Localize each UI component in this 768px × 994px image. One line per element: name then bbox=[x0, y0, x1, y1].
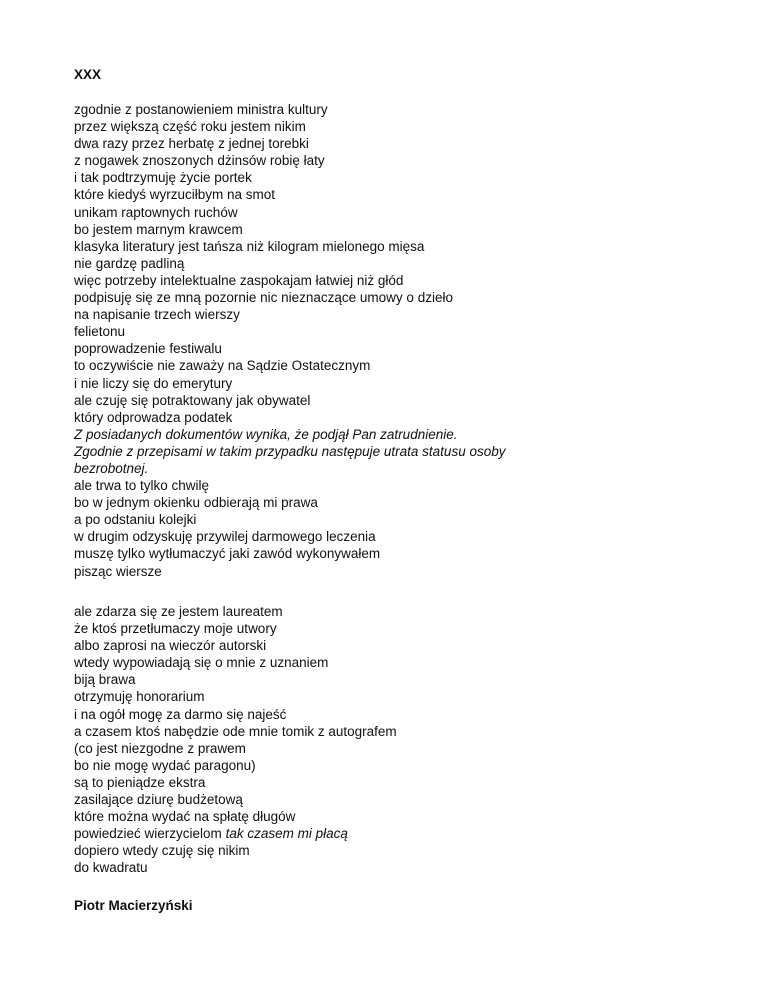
poem-line-text: klasyka literatury jest tańsza niż kilogram mielonego mięsa bbox=[74, 238, 425, 254]
poem-line-text: które można wydać na spłatę długów bbox=[74, 809, 296, 825]
poem-line bbox=[74, 135, 544, 152]
poem-line-text: muszę tylko wytłumaczyć jaki zawód wykonywałem bbox=[74, 546, 381, 562]
poem-line bbox=[74, 620, 397, 637]
poem-line-text: na napisanie trzech wierszy bbox=[74, 307, 240, 323]
poem-line bbox=[74, 255, 544, 272]
poem-line-text: w drugim odzyskuję przywilej darmowego leczenia bbox=[74, 529, 376, 545]
poem-line-text: z nogawek znoszonych dżinsów robię łaty bbox=[74, 153, 325, 169]
poem-line-text: bo nie mogę wydać paragonu) bbox=[74, 757, 256, 773]
poem-line bbox=[74, 375, 544, 392]
poem-line-text: i nie liczy się do emerytury bbox=[74, 375, 233, 391]
poem-line bbox=[74, 603, 397, 620]
poem-line bbox=[74, 340, 544, 357]
poem-line bbox=[74, 443, 544, 477]
poem-line-text: który odprowadza podatek bbox=[74, 409, 233, 425]
poem-line-text: (co jest niezgodne z prawem bbox=[74, 740, 246, 756]
poem-line-text: albo zaprosi na wieczór autorski bbox=[74, 638, 267, 654]
poem-line-text: a po odstaniu kolejki bbox=[74, 512, 197, 528]
poem-line bbox=[74, 528, 544, 545]
poem-line-text: zasilające dziurę budżetową bbox=[74, 792, 243, 808]
poem-line bbox=[74, 654, 397, 671]
poem-line-text: ale zdarza się ze jestem laureatem bbox=[74, 604, 283, 619]
poem-line bbox=[74, 426, 544, 443]
poem-line bbox=[74, 306, 544, 323]
poem-line-text: dopiero wtedy czuję się nikim bbox=[74, 843, 250, 859]
poem-line-text: i tak podtrzymuję życie portek bbox=[74, 170, 252, 186]
poem-line-text: i na ogół mogę za darmo się najeść bbox=[74, 706, 287, 722]
poem-line-text: dwa razy przez herbatę z jednej torebki bbox=[74, 136, 309, 152]
poem-line bbox=[74, 563, 544, 580]
stanza-2 bbox=[74, 603, 397, 877]
poem-line-text: podpisuję się ze mną pozornie nic nieznaczące umowy o dzieło bbox=[74, 290, 453, 306]
poem-line-text: pisząc wiersze bbox=[74, 563, 162, 579]
poem-line bbox=[74, 477, 544, 494]
poem-line-text: ale czuję się potraktowany jak obywatel bbox=[74, 392, 311, 408]
poem-line bbox=[74, 723, 397, 740]
poem-line-text: otrzymuję honorarium bbox=[74, 689, 205, 705]
poem-line bbox=[74, 169, 544, 186]
poem-line bbox=[74, 221, 544, 238]
poem-line-text: więc potrzeby intelektualne zaspokajam łatwiej niż głód bbox=[74, 272, 404, 288]
poem-line bbox=[74, 289, 544, 306]
poem-line bbox=[74, 688, 397, 705]
poem-title: XXX bbox=[74, 67, 102, 82]
poem-line-text: ale trwa to tylko chwilę bbox=[74, 478, 210, 494]
poem-line bbox=[74, 791, 397, 808]
poem-line-text: że ktoś przetłumaczy moje utwory bbox=[74, 621, 277, 637]
poem-line-text: przez większą część roku jestem nikim bbox=[74, 119, 306, 135]
poem-line-text: a czasem ktoś nabędzie ode mnie tomik z autografem bbox=[74, 723, 397, 739]
poem-line bbox=[74, 323, 544, 340]
poem-line bbox=[74, 757, 397, 774]
poem-line bbox=[74, 706, 397, 723]
poem-line bbox=[74, 101, 544, 118]
poem-line bbox=[74, 671, 397, 688]
poem-line-text: do kwadratu bbox=[74, 860, 148, 876]
author-name: Piotr Macierzyński bbox=[74, 898, 193, 913]
poem-line-text: to oczywiście nie zaważy na Sądzie Ostatecznym bbox=[74, 358, 371, 374]
poem-line bbox=[74, 511, 544, 528]
poem-line-text: unikam raptownych ruchów bbox=[74, 204, 238, 220]
poem-line bbox=[74, 357, 544, 374]
poem-line bbox=[74, 494, 544, 511]
poem-line-text: bo jestem marnym krawcem bbox=[74, 221, 243, 237]
poem-line-text: są to pieniądze ekstra bbox=[74, 774, 206, 790]
poem-line-text: nie gardzę padliną bbox=[74, 255, 185, 271]
poem-line bbox=[74, 774, 397, 791]
poem-line bbox=[74, 186, 544, 203]
stanza-1 bbox=[74, 101, 544, 580]
poem-line-text: zgodnie z postanowieniem ministra kultury bbox=[74, 102, 328, 117]
poem-line bbox=[74, 272, 544, 289]
poem-line-text: poprowadzenie festiwalu bbox=[74, 341, 222, 357]
poem-line bbox=[74, 637, 397, 654]
poem-line bbox=[74, 808, 397, 825]
poem-line bbox=[74, 545, 544, 562]
poem-line-text: wtedy wypowiadają się o mnie z uznaniem bbox=[74, 655, 329, 671]
poem-line-text: Z posiadanych dokumentów wynika, że podjął Pan zatrudnienie. bbox=[74, 426, 458, 442]
poem-line-italic-text: tak czasem mi płacą bbox=[225, 826, 348, 842]
poem-line-text: które kiedyś wyrzuciłbym na smot bbox=[74, 187, 276, 203]
poem-line-text: Zgodnie z przepisami w takim przypadku następuje utrata statusu osoby bezrobotnej. bbox=[74, 443, 506, 476]
poem-line bbox=[74, 118, 544, 135]
poem-line bbox=[74, 409, 544, 426]
poem-line-text: felietonu bbox=[74, 324, 126, 340]
poem-line bbox=[74, 392, 544, 409]
poem-line bbox=[74, 825, 397, 842]
poem-line bbox=[74, 204, 544, 221]
poem-line-text: powiedzieć wierzycielom bbox=[74, 826, 226, 842]
poem-line bbox=[74, 152, 544, 169]
poem-line-text: biją brawa bbox=[74, 672, 136, 688]
poem-line bbox=[74, 842, 397, 859]
poem-line bbox=[74, 740, 397, 757]
poem-line bbox=[74, 859, 397, 876]
poem-line-text: bo w jednym okienku odbierają mi prawa bbox=[74, 495, 318, 511]
poem-line bbox=[74, 238, 544, 255]
